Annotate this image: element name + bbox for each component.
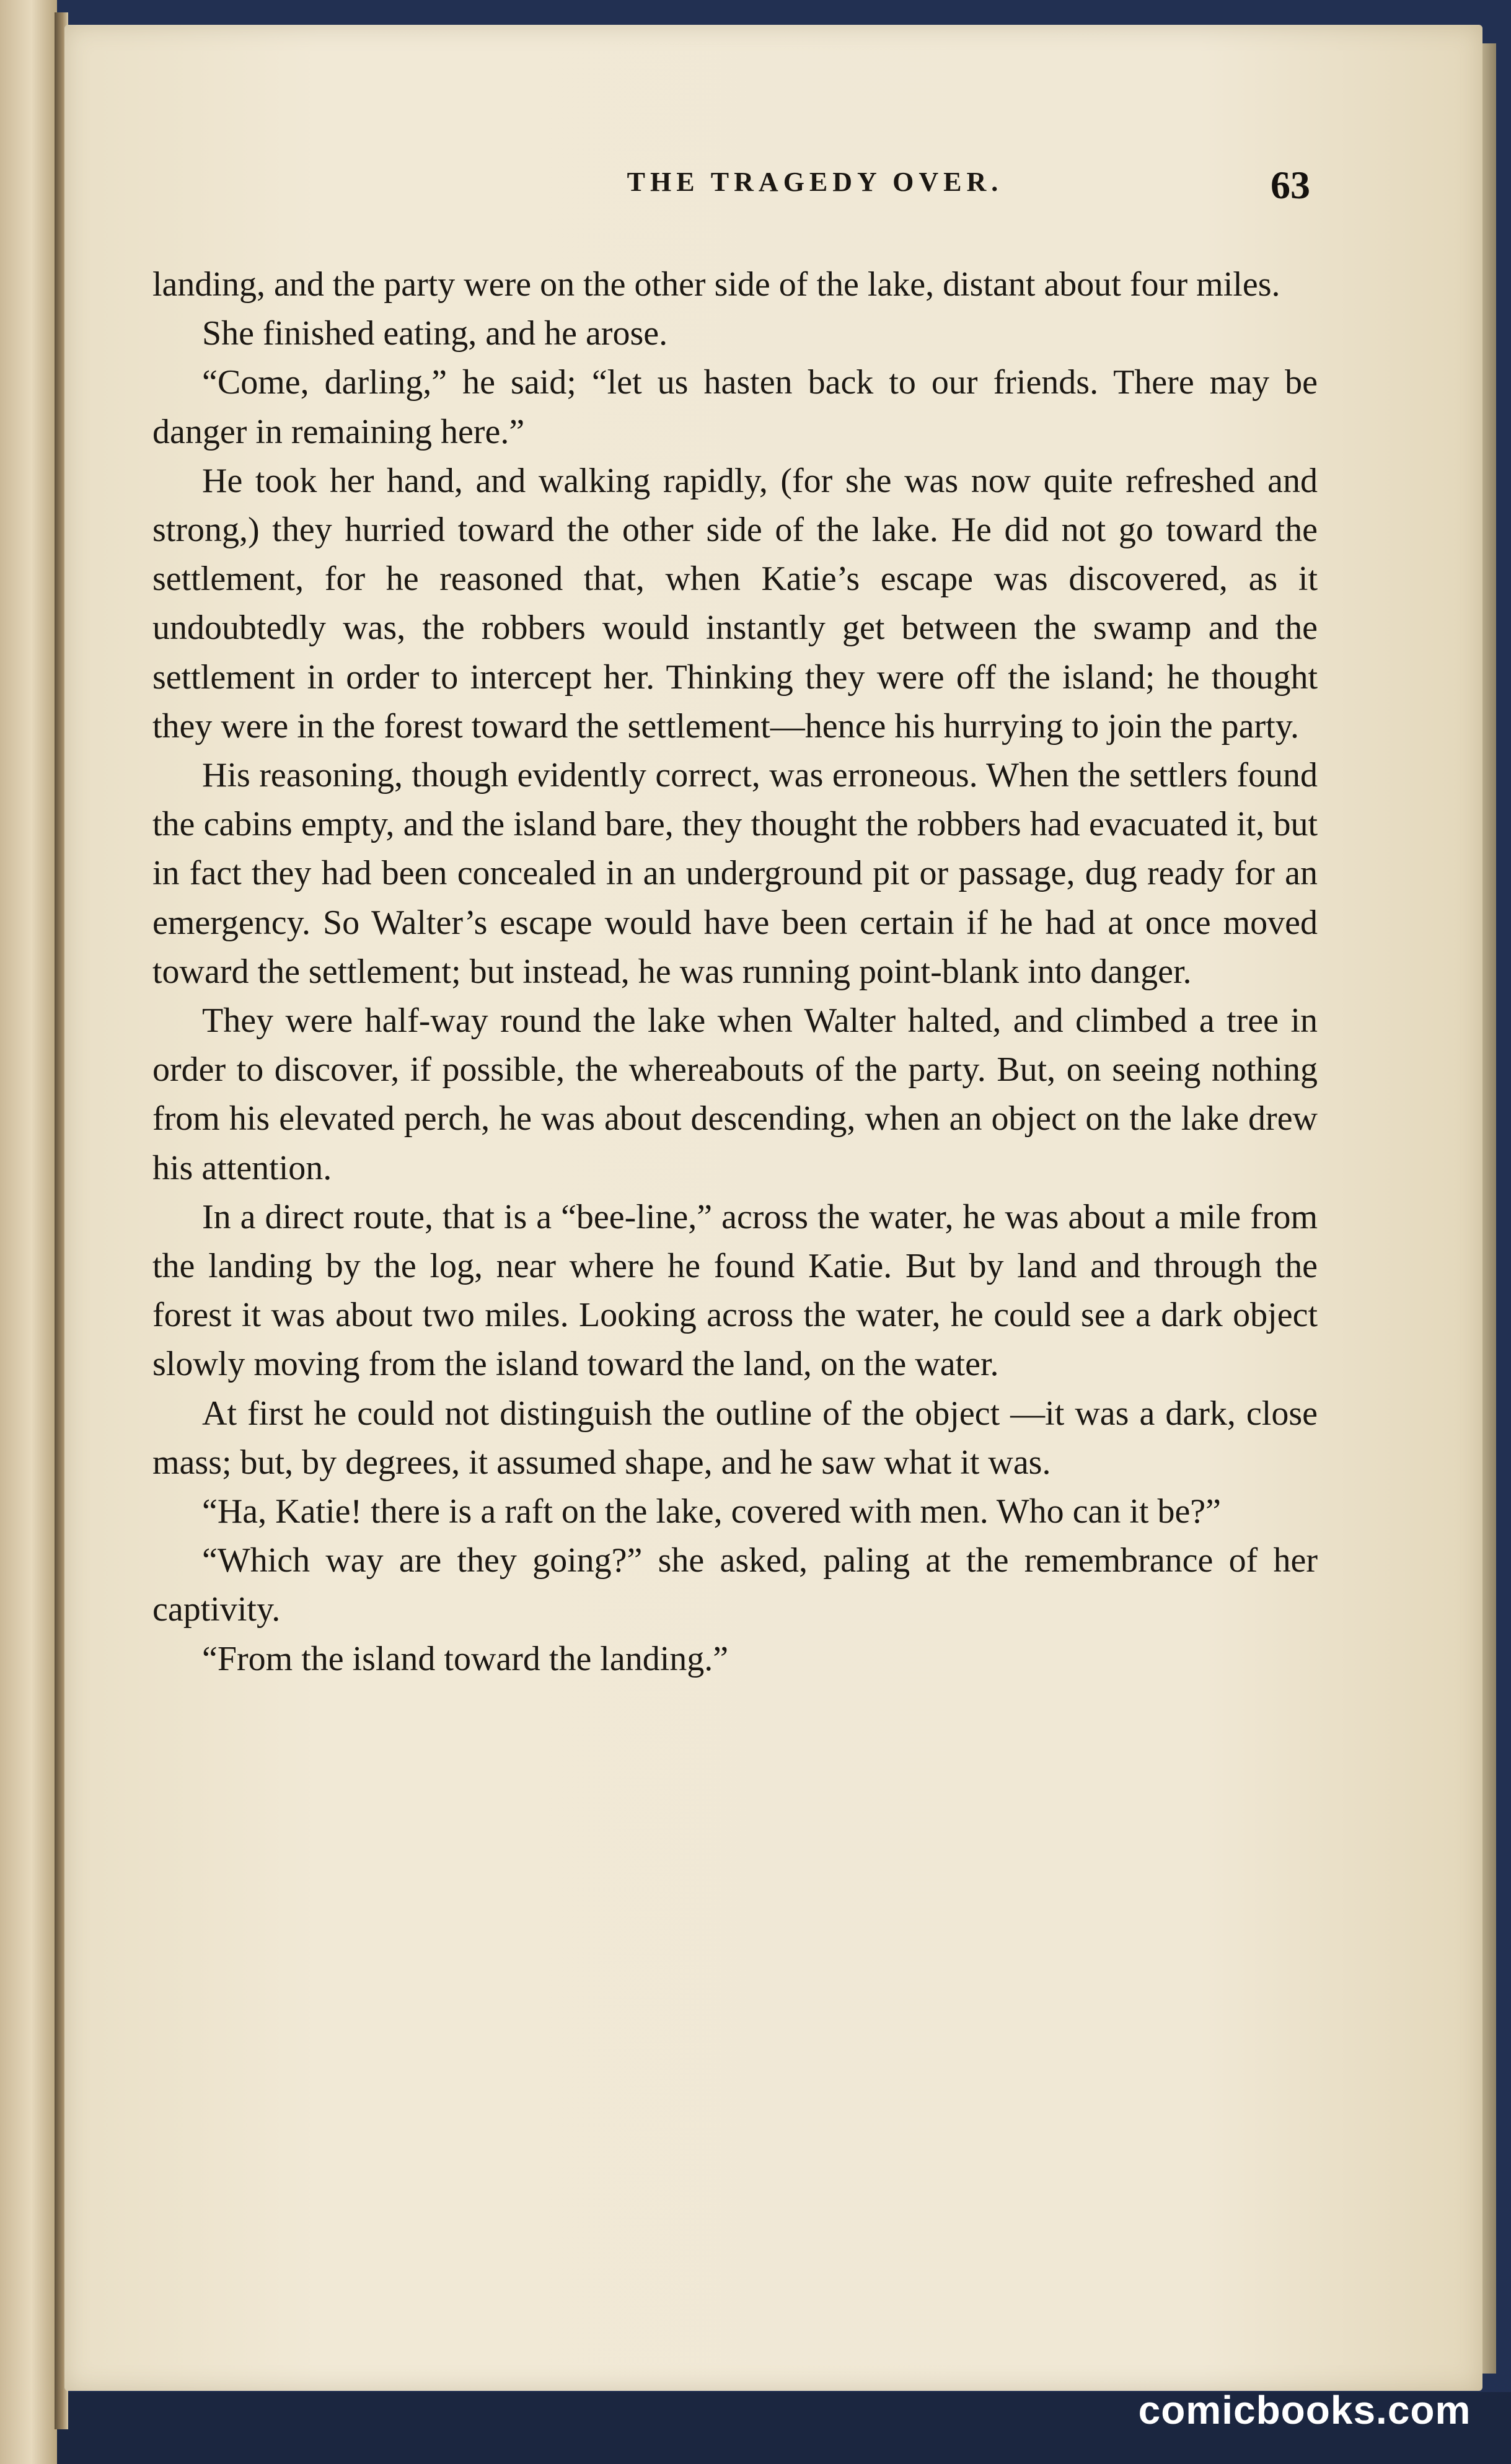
paragraph: At first he could not distinguish the outline of the object —it was a dark, close mass; but, by degrees, it assumed shape, and he saw what it was. [152,1394,1318,1482]
paragraph: landing, and the party were on the other side of the lake, distant about four miles. [152,265,1280,304]
facing-page-edge [0,0,57,2464]
paragraph: His reasoning, though evidently correct, was erroneous. When the settlers found the cabins empty, and the island bare, they thought the robbers had evacuated it, but in fact they had been concealed in an underground pit or passage, dug ready for an emergency. So Walter’s escape would have been certain if he had at once moved toward the settlement; but instead, he was running point-blank into danger. [152,756,1318,991]
paragraph: “Ha, Katie! there is a raft on the lake, covered with men. Who can it be?” [202,1492,1222,1531]
body-text [152,260,1318,1684]
paragraph: In a direct route, that is a “bee-line,” across the water, he was about a mile from the landing by the log, near where he found Katie. But by land and through the forest it was about two miles. Looking across the water, he could see a dark object slowly moving from the island toward the land, on the water. [152,1197,1318,1384]
paragraph: They were half-way round the lake when Walter halted, and climbed a tree in order to discover, if possible, the whereabouts of the party. But, on seeing nothing from his elevated perch, he was about descending, when an object on the lake drew his attention. [152,1001,1318,1187]
paragraph: She finished eating, and he arose. [202,314,668,353]
paragraph: “Come, darling,” he said; “let us hasten back to our friends. There may be danger in remaining here.” [152,363,1318,451]
paragraph: “From the island toward the landing.” [202,1639,729,1678]
page-header [149,162,1326,212]
paragraph: “Which way are they going?” she asked, paling at the remembrance of her captivity. [152,1541,1318,1629]
site-watermark: comicbooks.com [1138,2388,1471,2432]
page-number: 63 [1271,163,1310,207]
paragraph: He took her hand, and walking rapidly, (for she was now quite refreshed and strong,) they hurried toward the other side of the lake. He did not go toward the settlement, for he reasoned that, when Katie’s escape was discovered, as it undoubtedly was, the robbers would instantly get between the swamp and the settlement in order to intercept her. Thinking they were off the island; he thought they were in the forest toward the settlement—hence his hurrying to join the party. [152,461,1318,746]
running-head: THE TRAGEDY OVER. [627,167,1003,197]
